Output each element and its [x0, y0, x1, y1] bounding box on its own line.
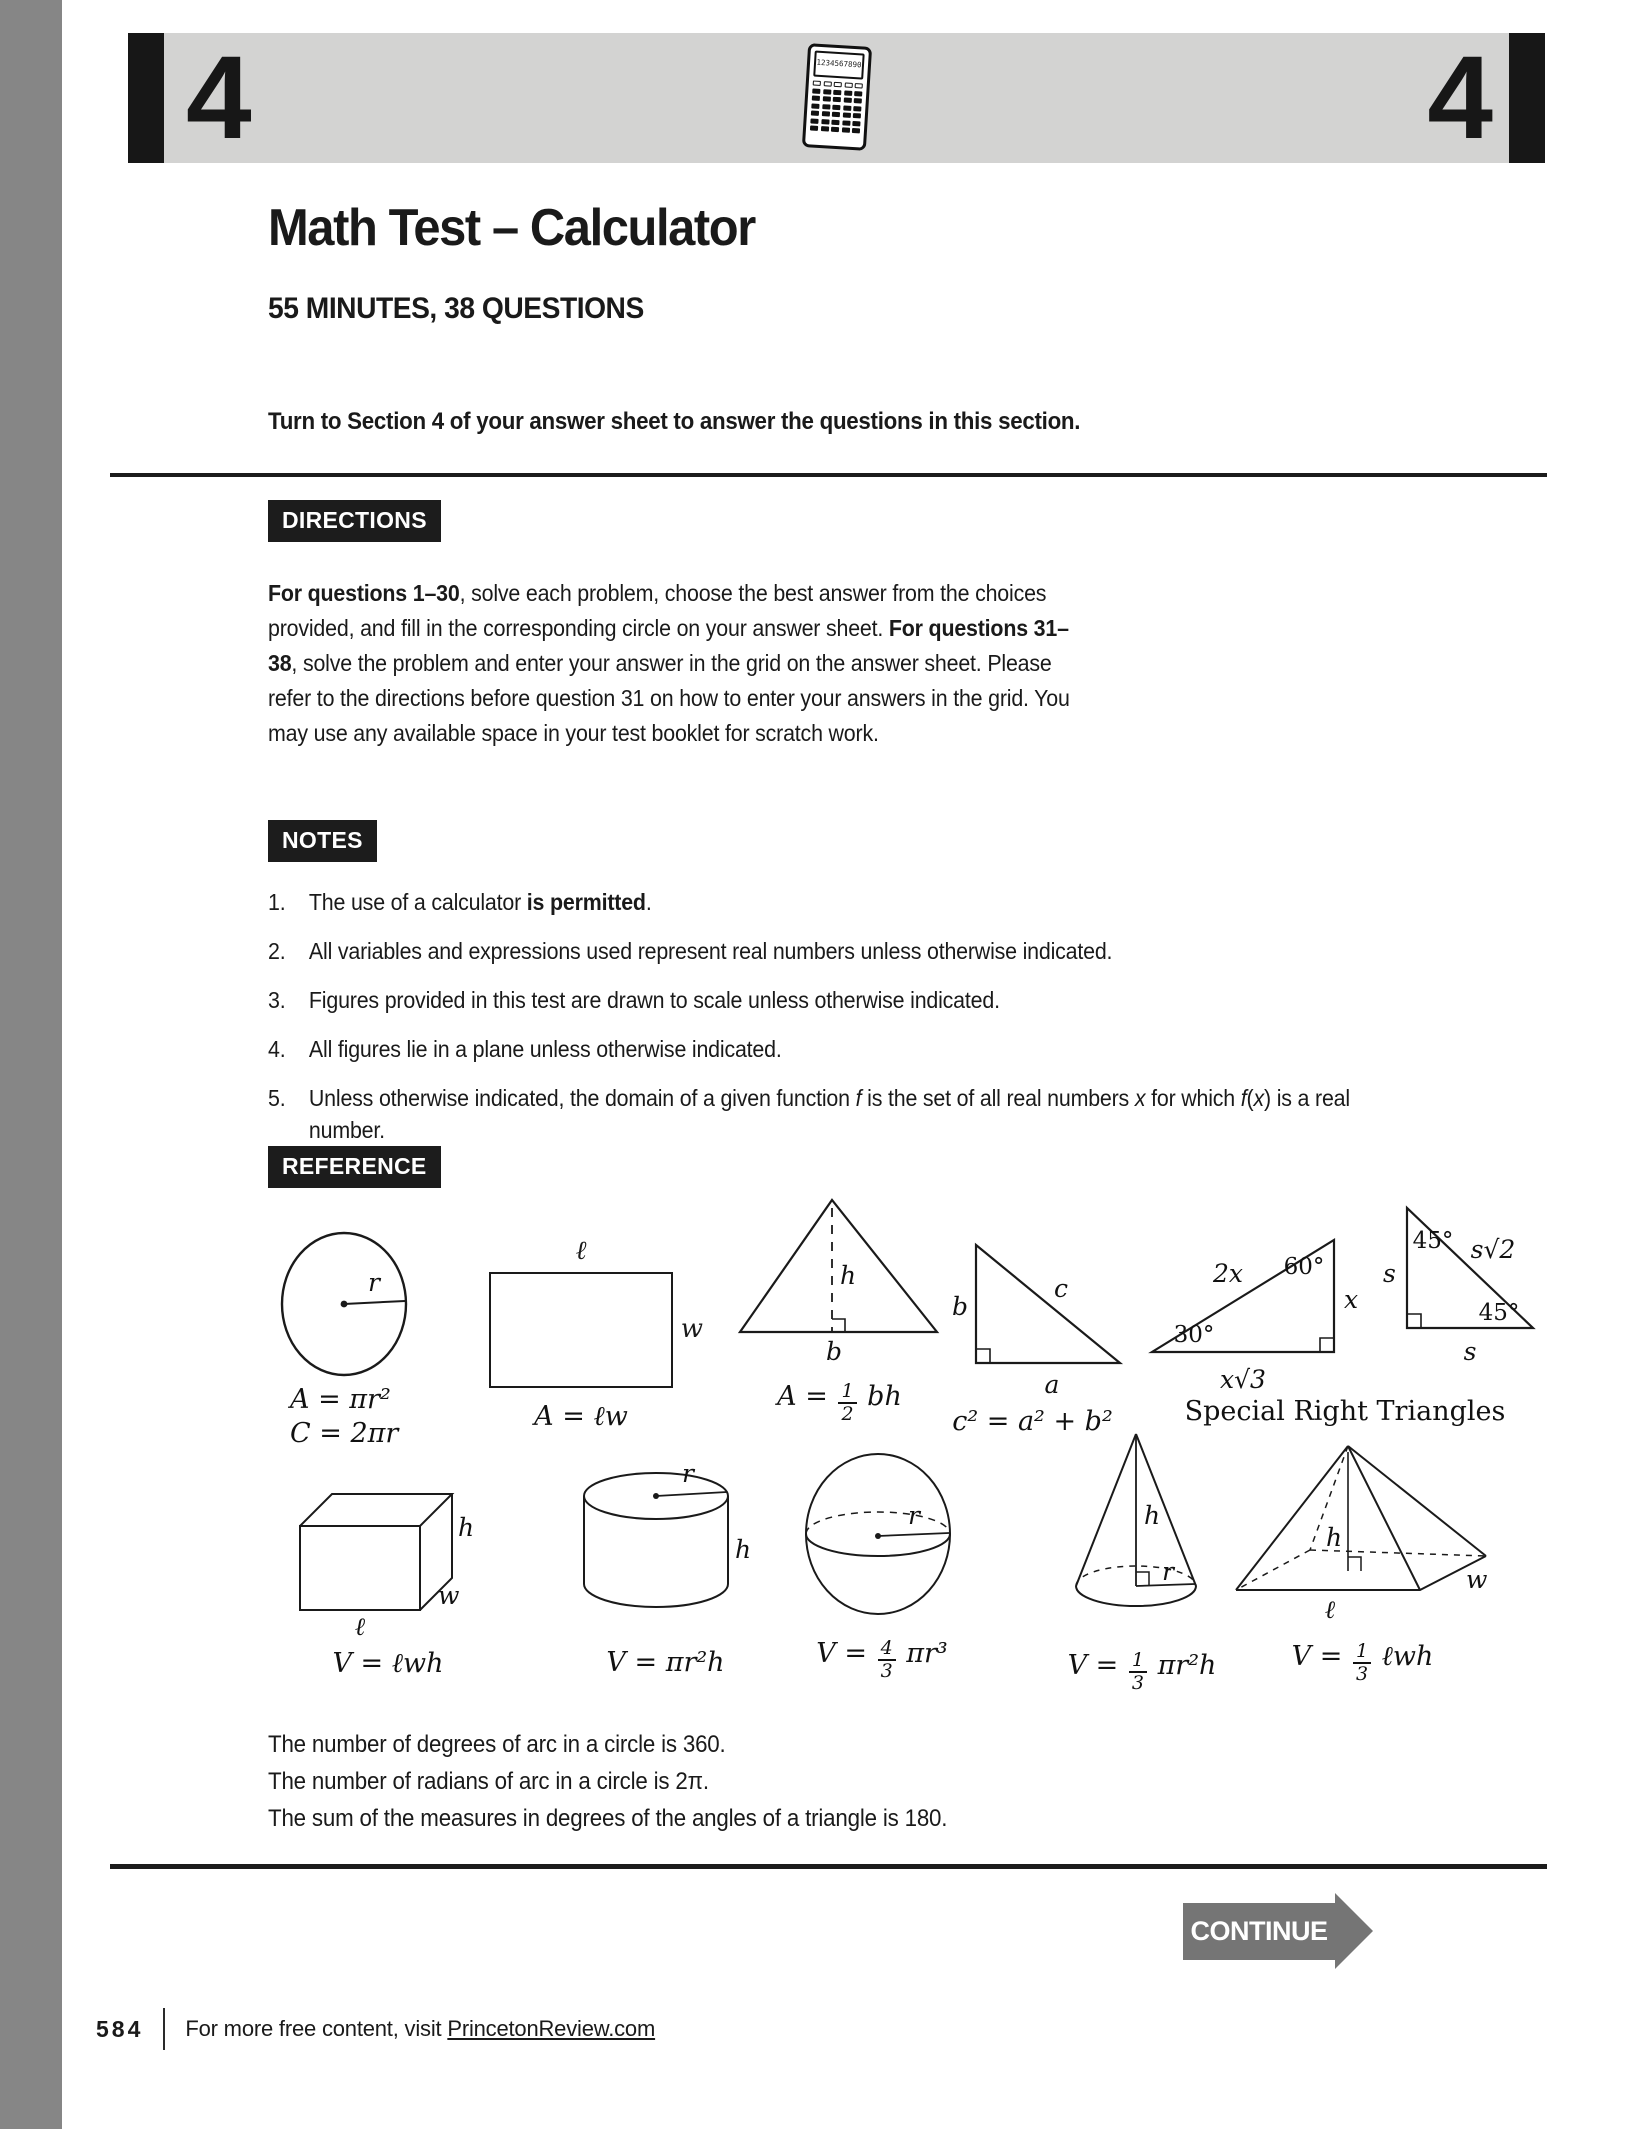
directions-text-1: , solve each problem, choose the best answer from the choices provided, and fill in the corresponding circle on your answer sheet.	[268, 580, 1047, 641]
figure-rectangle	[486, 1236, 703, 1434]
angle-30-label: 30°	[1173, 1322, 1215, 1348]
cylinder-height-label: h	[735, 1535, 752, 1564]
directions-bold-2: For questions 31–38	[268, 615, 1069, 676]
note-item-2	[268, 935, 1412, 967]
circle-radius-label: r	[368, 1268, 380, 1297]
section-number-left: 4	[186, 32, 250, 164]
pythagorean-formula: c² = a² + b²	[952, 1406, 1113, 1437]
base-x-root3-label: x√3	[1220, 1365, 1266, 1394]
note-number: 1.	[268, 889, 286, 915]
horizontal-rule-bottom	[110, 1864, 1547, 1869]
note-number: 5.	[268, 1085, 286, 1111]
cone-radius-label: r	[1161, 1557, 1174, 1586]
cone-volume-formula: V = $\frac{1}{3}$ πr²h	[1067, 1648, 1217, 1694]
fact-triangle-angles: The sum of the measures in degrees of the angles of a triangle is 180.	[268, 1805, 948, 1832]
right-triangle-leg-a-label: a	[1044, 1370, 1059, 1399]
figure-right-triangle	[935, 1235, 1130, 1439]
page-number: 584	[96, 2015, 144, 2042]
note-text: All variables and expressions used represent real numbers unless otherwise indicated.	[308, 938, 1113, 964]
directions-text-2: , solve the problem and enter your answer in the grid on the answer sheet. Please refer to the directions before question 31 on how to enter your answers in the grid. You may use any available space in your test booklet for scratch work.	[268, 650, 1070, 746]
figure-triangle	[732, 1192, 947, 1424]
section-number-right: 4	[1427, 32, 1491, 164]
side-x-label: x	[1344, 1285, 1359, 1314]
sphere-figure	[802, 1450, 962, 1620]
note-number: 2.	[268, 938, 286, 964]
turn-to-section-instruction: Turn to Section 4 of your answer sheet to answer the questions in this section.	[268, 408, 1081, 435]
base-s-label: s	[1463, 1337, 1477, 1366]
angle-60-label: 60°	[1283, 1254, 1325, 1280]
right-triangle-hypotenuse-label: c	[1053, 1274, 1068, 1303]
header-bar-left	[128, 33, 164, 163]
note-text: Figures provided in this test are drawn to scale unless otherwise indicated.	[308, 987, 1000, 1013]
rectangle-figure	[489, 1272, 703, 1388]
figure-circle	[278, 1228, 448, 1451]
header-bar-right	[1509, 33, 1545, 163]
note-text: The use of a calculator is permitted.	[308, 889, 652, 915]
reference-badge: REFERENCE	[268, 1146, 441, 1188]
continue-button[interactable]	[1183, 1903, 1335, 1960]
box-height-label: h	[458, 1513, 475, 1542]
figure-cone	[1062, 1428, 1222, 1693]
note-item-1	[268, 886, 1412, 918]
note-number: 4.	[268, 1036, 286, 1062]
figure-box	[288, 1478, 488, 1681]
horizontal-rule-top	[110, 473, 1547, 477]
triangle-base-label: b	[825, 1337, 843, 1366]
figure-cylinder	[578, 1462, 753, 1680]
note-item-3	[268, 984, 1412, 1016]
cone-figure	[1070, 1428, 1215, 1628]
figure-30-60-90-triangle	[1148, 1226, 1368, 1401]
cylinder-volume-formula: V = πr²h	[606, 1647, 725, 1678]
reference-facts	[268, 1726, 947, 1837]
notes-badge: NOTES	[268, 820, 377, 862]
page-title: Math Test – Calculator	[268, 199, 755, 257]
box-figure	[288, 1478, 488, 1638]
sphere-radius-label: r	[908, 1501, 920, 1530]
right-triangle-figure	[938, 1235, 1128, 1400]
note-item-4	[268, 1033, 1412, 1065]
pyramid-figure	[1230, 1438, 1495, 1623]
right-triangle-leg-b-label: b	[951, 1292, 968, 1321]
page-subtitle: 55 MINUTES, 38 QUESTIONS	[268, 292, 644, 325]
cylinder-radius-label: r	[682, 1462, 694, 1488]
angle-45-top-label: 45°	[1412, 1228, 1454, 1254]
notes-list	[268, 886, 1412, 1163]
circle-area-formula: A = πr²	[290, 1384, 391, 1415]
triangle-30-60-90-figure	[1148, 1226, 1368, 1396]
figure-45-45-90-triangle	[1375, 1202, 1540, 1377]
pyramid-volume-formula: V = $\frac{1}{3}$ ℓwh	[1291, 1639, 1434, 1685]
section-header-band	[128, 33, 1545, 163]
hypotenuse-s-root2-label: s√2	[1470, 1235, 1516, 1264]
cylinder-figure	[578, 1462, 753, 1627]
page-binding-strip	[0, 0, 62, 2129]
pyramid-width-label: w	[1466, 1565, 1488, 1594]
calculator-keys	[809, 81, 862, 134]
circle-circumference-formula: C = 2πr	[290, 1418, 399, 1449]
rectangle-length-label: ℓ	[575, 1236, 587, 1266]
hypotenuse-2x-label: 2x	[1212, 1259, 1244, 1288]
page-footer	[96, 2008, 655, 2050]
note-number: 3.	[268, 987, 286, 1013]
box-length-label: ℓ	[354, 1612, 366, 1638]
circle-figure	[278, 1228, 413, 1378]
special-right-triangles-caption: Special Right Triangles	[1184, 1396, 1506, 1427]
triangle-figure	[732, 1192, 947, 1367]
rectangle-width-label: w	[680, 1314, 703, 1344]
fact-degrees: The number of degrees of arc in a circle is 360.	[268, 1731, 726, 1758]
side-s-label: s	[1383, 1259, 1396, 1288]
calculator-display: 1234567890	[813, 51, 864, 80]
princeton-review-link[interactable]: PrincetonReview.com	[447, 2016, 656, 2041]
angle-45-bottom-label: 45°	[1478, 1300, 1520, 1326]
triangle-area-formula: A = $\frac{1}{2}$ bh	[777, 1379, 902, 1425]
note-item-5	[268, 1082, 1412, 1146]
rectangle-area-formula: A = ℓw	[534, 1401, 628, 1432]
continue-label[interactable]: CONTINUE	[1183, 1903, 1335, 1960]
directions-badge: DIRECTIONS	[268, 500, 441, 542]
cone-height-label: h	[1143, 1501, 1160, 1530]
note-text: All figures lie in a plane unless otherwise indicated.	[308, 1036, 782, 1062]
figure-pyramid	[1230, 1438, 1495, 1684]
pyramid-height-label: h	[1326, 1523, 1343, 1552]
continue-arrowhead-icon	[1335, 1893, 1373, 1969]
figure-sphere	[802, 1450, 962, 1681]
footer-divider	[163, 2008, 165, 2050]
pyramid-length-label: ℓ	[1324, 1595, 1336, 1623]
directions-paragraph	[268, 576, 1086, 751]
calculator-icon	[801, 43, 871, 151]
triangle-height-label: h	[840, 1261, 857, 1290]
footer-text: For more free content, visit PrincetonReview.com	[185, 2016, 656, 2041]
box-width-label: w	[438, 1581, 460, 1610]
box-volume-formula: V = ℓwh	[332, 1648, 444, 1679]
directions-bold-1: For questions 1–30	[268, 580, 460, 606]
note-text: Unless otherwise indicated, the domain of a given function f is the set of all real numbers x for which f(x) is a real number.	[308, 1085, 1350, 1143]
fact-radians: The number of radians of arc in a circle is 2π.	[268, 1768, 709, 1795]
triangle-45-45-90-figure	[1375, 1202, 1540, 1372]
sphere-volume-formula: V = $\frac{4}{3}$ πr³	[816, 1636, 948, 1682]
